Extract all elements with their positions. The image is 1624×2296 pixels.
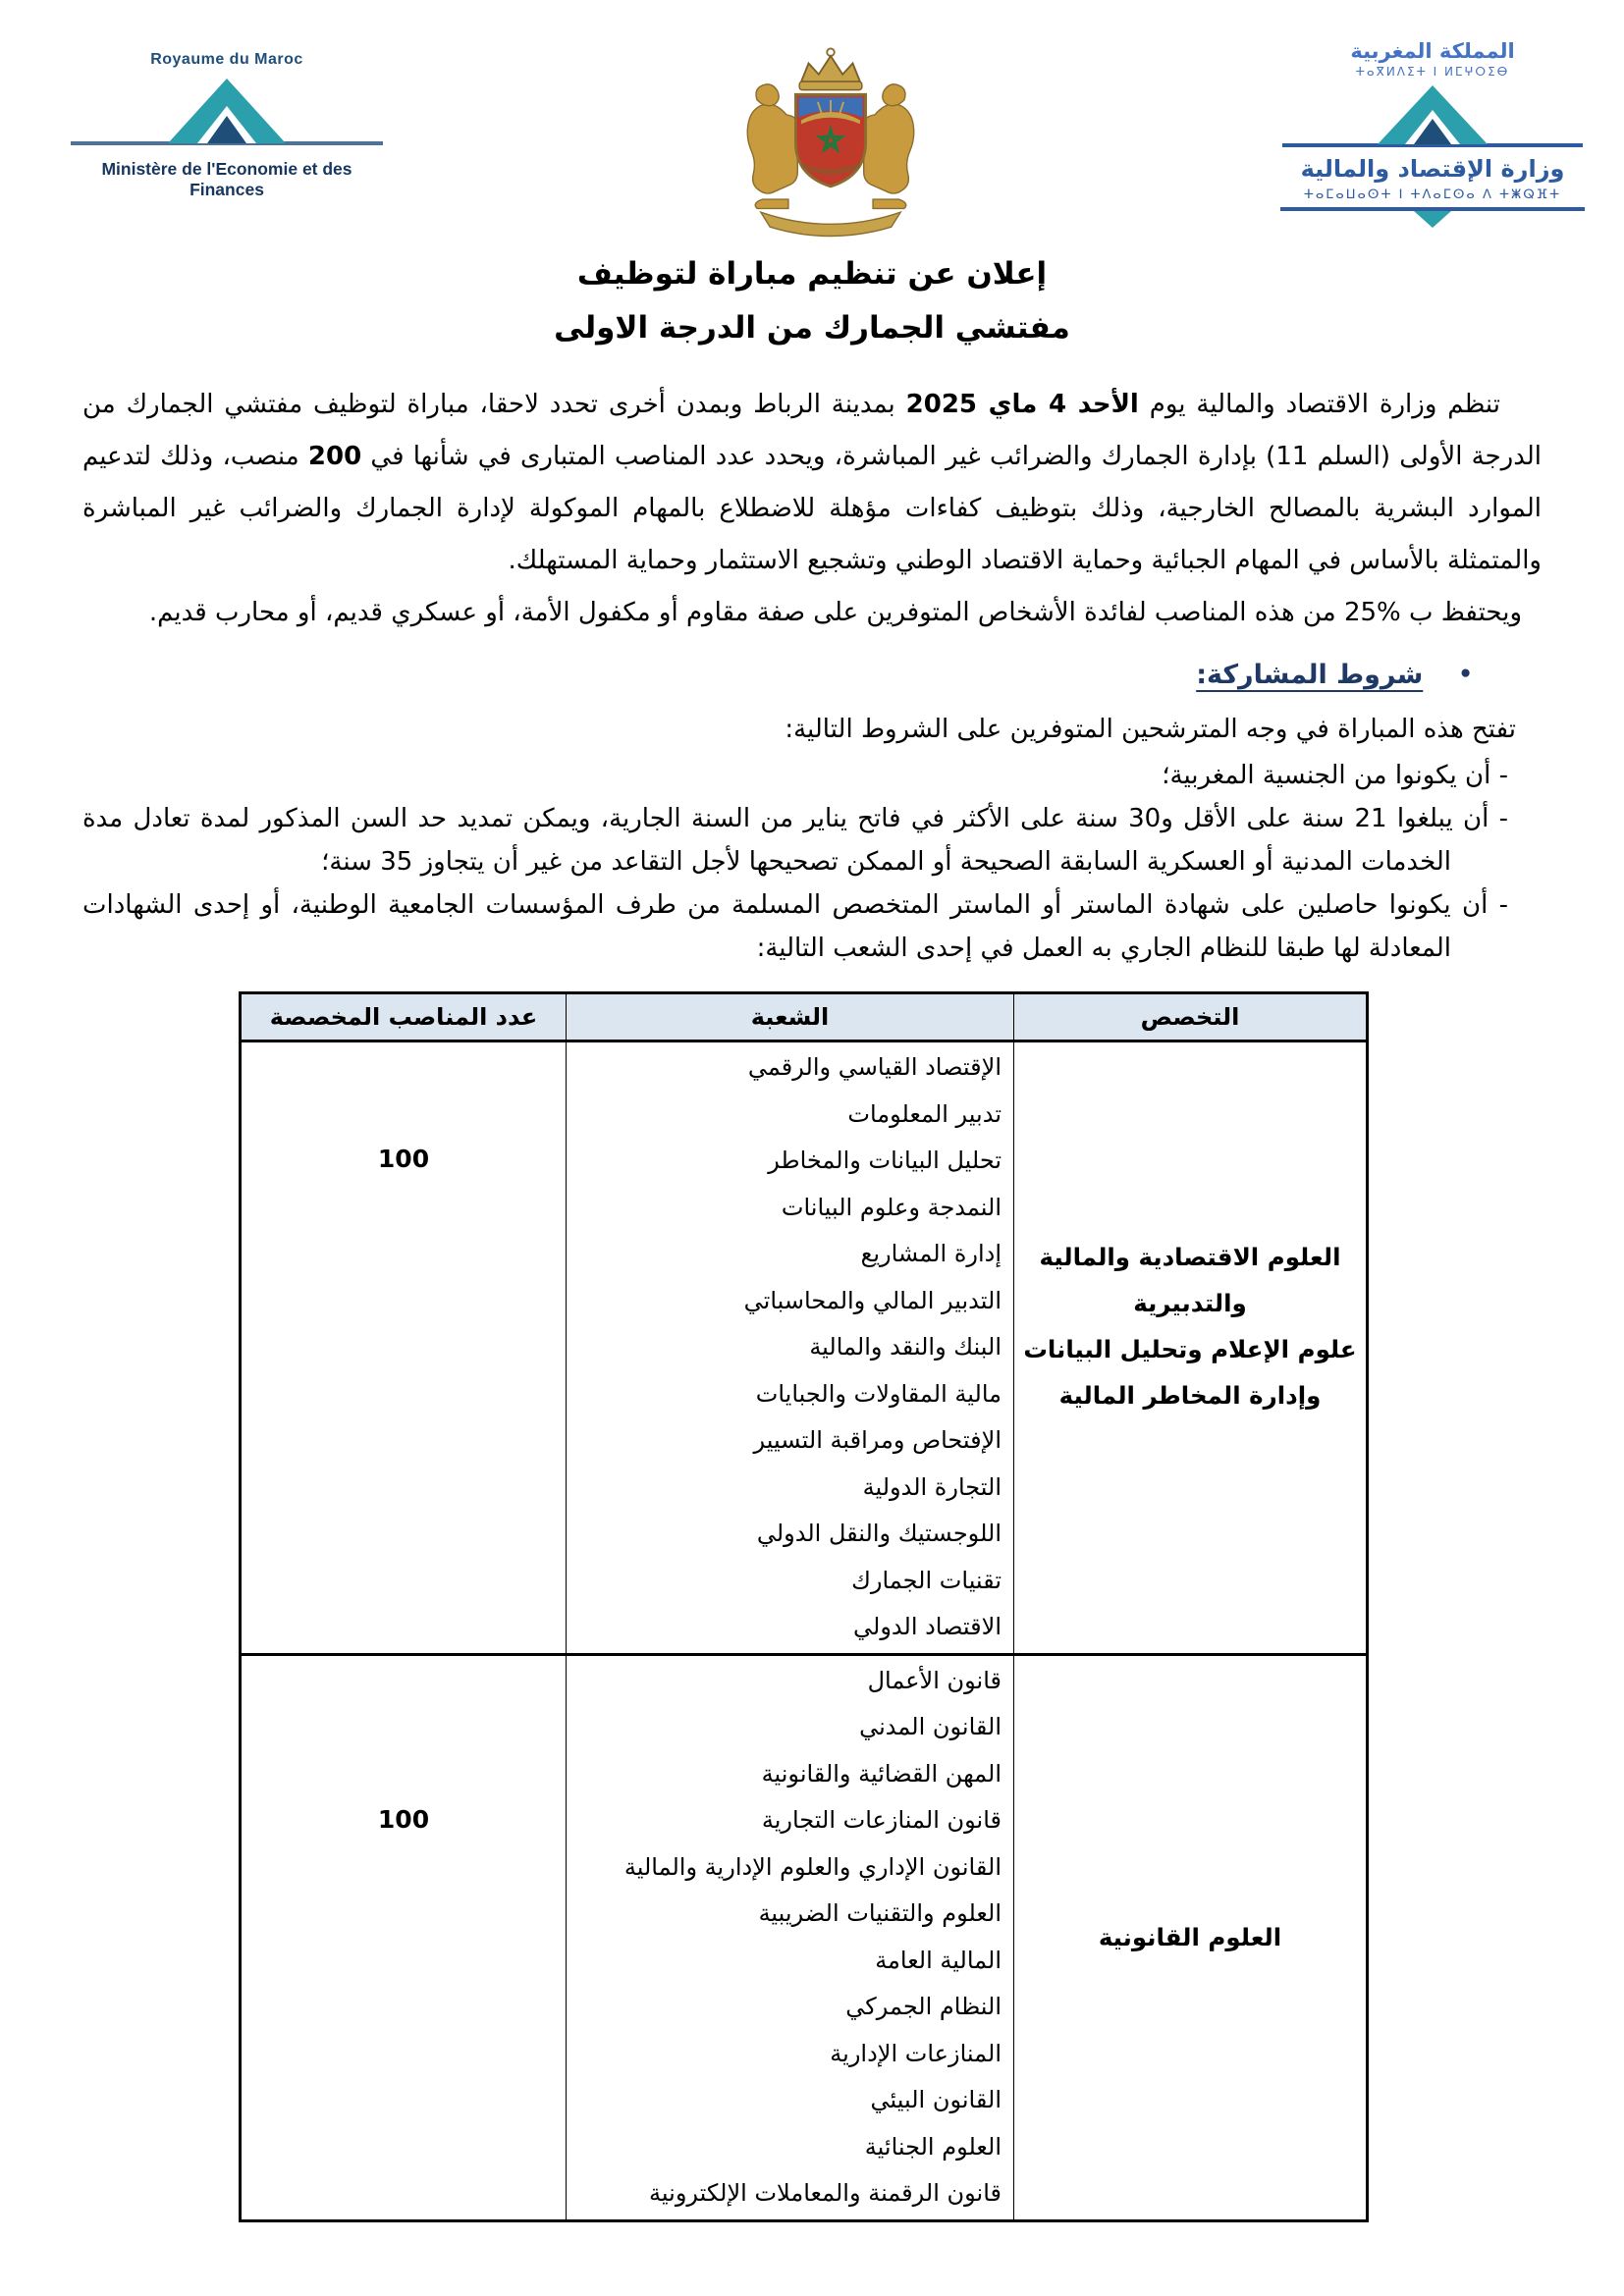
intro-paragraph: تنظم وزارة الاقتصاد والمالية يوم الأحد 4 ماي 2025 بمدينة الرباط وبمدن أخرى تحدد لاحقا، مباراة لتوظيف مفتشي الجمارك من الدرجة الأولى (السلم 11) بإدارة الجمارك والضرائب غير المباشرة، ويحدد عدد المناصب المتبارى في شأنها في 200 منصب، وذلك لتدعيم الموارد البشرية بالمصالح الخارجية، وذلك بتوظيف كفاءات مؤهلة للاضطلاع بالمهام الموكولة لإدارة الجمارك والضرائب غير المباشرة والمتمثلة بالأساس في المهام الجبائية وحماية الاقتصاد الوطني وتشجيع الاستثمار وحماية المستهلك. [82, 390, 1542, 575]
table-header-row [241, 993, 1368, 1041]
positions-value: 100 [377, 1145, 430, 1173]
branch-item: المهن القضائية والقانونية [761, 1759, 1001, 1788]
specialization-line: وإدارة المخاطر المالية [1058, 1380, 1322, 1410]
kingdom-arabic-label: المملكة المغربية [1350, 39, 1515, 63]
condition-item: - أن يكونوا حاصلين على شهادة الماستر أو الماستر المتخصص المسلمة من طرف المؤسسات الجامعية الوطنية، أو إحدى الشهادات المعادلة لها طبقا للنظام الجاري به العمل في إحدى الشعب التالية: [82, 890, 1508, 963]
branch-item: العلوم والتقنيات الضريبية [758, 1899, 1001, 1927]
triangle-logo-svg [1374, 82, 1491, 149]
ministry-tifinagh-label: ⵜⴰⵎⴰⵡⴰⵙⵜ ⵏ ⵜⴷⴰⵎⵙⴰ ⴷ ⵜⵥⵕⴼⵜ [1303, 187, 1562, 202]
morocco-coat-of-arms-svg [730, 41, 932, 243]
conditions-heading-text: شروط المشاركة: [1196, 660, 1424, 690]
branch-item: المالية العامة [875, 1946, 1001, 1974]
branch-item: اللوجستيك والنقل الدولي [756, 1520, 1001, 1547]
specializations-table-wrap [242, 991, 1369, 2222]
branch-item: مالية المقاولات والجبايات [755, 1379, 1001, 1408]
coat-of-arms-icon [730, 39, 936, 247]
branch-item: الاقتصاد الدولي [853, 1613, 1001, 1640]
positions-cell [241, 1041, 567, 1655]
page-title [0, 247, 1624, 355]
specialization-line: والتدبيرية [1133, 1288, 1247, 1317]
table-row [241, 1654, 1368, 2220]
specialization-line: علوم الإعلام وتحليل البيانات [1023, 1334, 1357, 1363]
triangle-logo-svg [164, 75, 290, 149]
specialization-lines [1014, 1234, 1366, 1418]
branch-item: العلوم الجنائية [864, 2132, 1001, 2161]
header-positions: عدد المناصب المخصصة [241, 993, 567, 1041]
specialization-line: العلوم الاقتصادية والمالية [1039, 1242, 1341, 1271]
title-line-1: إعلان عن تنظيم مباراة لتوظيف [576, 256, 1048, 292]
branch-item: تقنيات الجمارك [851, 1566, 1001, 1594]
branch-item: قانون المنازعات التجارية [761, 1806, 1001, 1834]
branches-list [578, 1044, 1001, 1651]
royaume-du-maroc-label: Royaume du Maroc [150, 51, 303, 68]
branches-cell [567, 1041, 1014, 1655]
branch-item: الإفتحاص ومراقبة التسيير [753, 1426, 1001, 1454]
condition-item: - أن يكونوا من الجنسية المغربية؛ [1162, 761, 1508, 790]
branch-item: قانون الرقمنة والمعاملات الإلكترونية [649, 2179, 1001, 2207]
down-triangle-icon [1414, 211, 1451, 228]
positions-value: 100 [377, 1804, 430, 1834]
ministry-logo-arabic [1276, 39, 1589, 227]
triangle-logo-icon [65, 75, 389, 153]
branch-item: القانون الإداري والعلوم الإدارية والمالية [623, 1852, 1001, 1881]
specialization-cell [1014, 1041, 1368, 1655]
branch-item: تدبير المعلومات [847, 1099, 1001, 1128]
branches-cell [567, 1654, 1014, 2220]
branch-item: التدبير المالي والمحاسباتي [743, 1286, 1001, 1314]
conditions-intro: تفتح هذه المباراة في وجه المترشحين المتوفرين على الشروط التالية: [785, 715, 1516, 744]
branch-item: البنك والنقد والمالية [809, 1333, 1001, 1361]
branch-item: التجارة الدولية [862, 1472, 1001, 1501]
condition-item: - أن يبلغوا 21 سنة على الأقل و30 سنة على الأكثر في فاتح يناير من السنة الجارية، ويمكن تمديد حد السن المذكور لمدة تعادل مدة الخدمات المدنية أو العسكرية السابقة الصحيحة أو الممكن تصحيحها لأجل التقاعد من غير أن يتجاوز 35 سنة؛ [82, 804, 1508, 877]
branch-item: القانون المدني [859, 1713, 1001, 1740]
branch-item: الإقتصاد القياسي والرقمي [747, 1053, 1001, 1081]
ministry-logo-french [65, 39, 389, 200]
bullet-icon: • [1458, 662, 1473, 687]
branch-item: القانون البيئي [870, 2086, 1001, 2113]
conditions-list [82, 754, 1542, 970]
kingdom-tifinagh-label: ⵜⴰⴳⵍⴷⵉⵜ ⵏ ⵍⵎⵖⵔⵉⴱ [1355, 65, 1510, 79]
branch-item: قانون الأعمال [867, 1666, 1001, 1694]
branch-item: إدارة المشاريع [860, 1240, 1001, 1267]
logo-bottom-rule [1276, 207, 1589, 227]
ministry-arabic-label: وزارة الإقتصاد والمالية [1300, 155, 1565, 183]
branch-item: النمدجة وعلوم البيانات [781, 1193, 1001, 1221]
title-line-2: مفتشي الجمارك من الدرجة الاولى [554, 310, 1070, 346]
reserved-positions-note: ويحتفظ ب %25 من هذه المناصب لفائدة الأشخاص المتوفرين على صفة مقاوم أو مكفول الأمة، أو عسكري قديم، أو محارب قديم. [148, 598, 1522, 627]
table-row [241, 1041, 1368, 1655]
specializations-table [239, 991, 1369, 2222]
specialization-line: العلوم القانونية [1098, 1923, 1282, 1951]
header [0, 0, 1624, 222]
branch-item: تحليل البيانات والمخاطر [768, 1147, 1001, 1174]
specialization-cell [1014, 1654, 1368, 2220]
header-specialization: التخصص [1014, 993, 1368, 1041]
branches-list [578, 1658, 1001, 2217]
specialization-lines [1014, 1914, 1366, 1960]
document-body [0, 379, 1624, 2222]
triangle-logo-icon [1276, 82, 1589, 153]
branch-item: النظام الجمركي [845, 1993, 1001, 2020]
conditions-heading [82, 653, 1542, 699]
positions-cell [241, 1654, 567, 2220]
branch-item: المنازعات الإدارية [830, 2039, 1001, 2067]
ministere-label: Ministère de l'Economie et des Finances [101, 159, 352, 199]
header-branch: الشعبة [567, 993, 1014, 1041]
